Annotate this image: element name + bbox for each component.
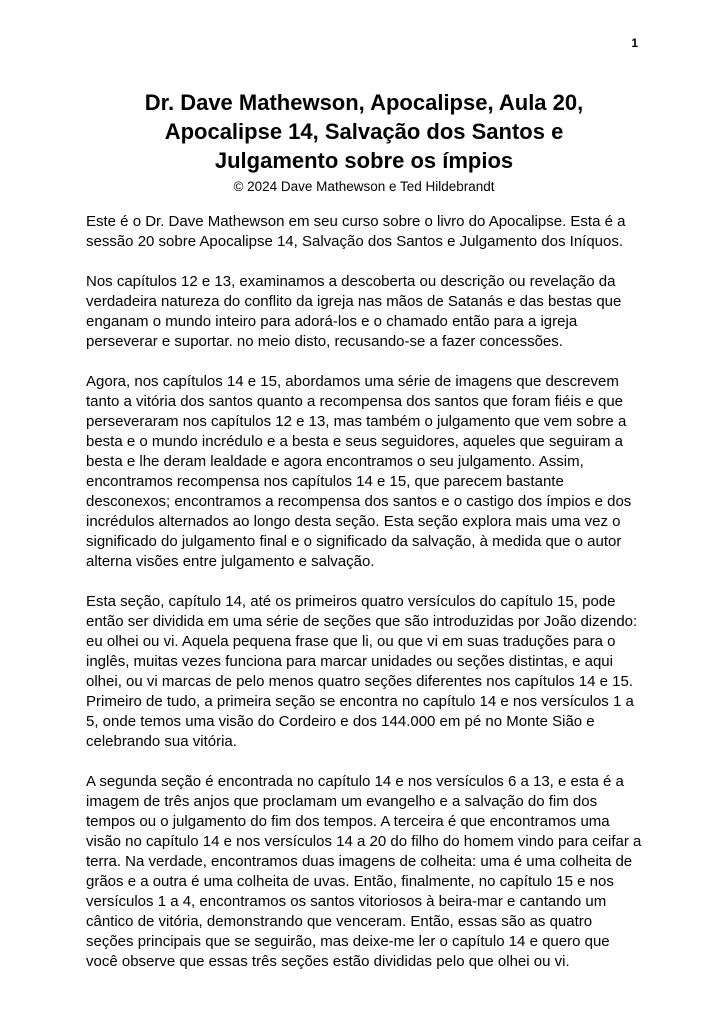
paragraph-chapters-12-13: Nos capítulos 12 e 13, examinamos a descoberta ou descrição ou revelação da verdadeira natureza do conflito da igreja nas mãos de Satanás e das bestas que enganam o mundo inteiro para adorá-los e o chamado então para a igreja perseverar e suportar. no meio disto, recusando-se a fazer concessões. [86, 273, 622, 350]
paragraph-four-sections: A segunda seção é encontrada no capítulo 14 e nos versículos 6 a 13, e esta é a imagem de três anjos que proclamam um evangelho e a salvação do fim dos tempos ou o julgamento do fim dos tempos. A terceira é que encontramos uma visão no capítulo 14 e nos versículos 14 a 20 do filho do homem vindo para ceifar a terra. Na verdade, encontramos duas imagens de colheita: uma é uma colheita de grãos e a outra é uma colheita de uvas. Então, finalmente, no capítulo 15 e nos versículos 1 a 4, encontramos os santos vitoriosos à beira-mar e cantando um cântico de vitória, demonstrando que venceram. Então, essas são as quatro seções principais que se seguirão, mas deixe-me ler o capítulo 14 e quero que você observe que essas três seções estão divididas pelo que olhei ou vi. [86, 773, 642, 970]
paragraph-chapters-14-15: Agora, nos capítulos 14 e 15, abordamos uma série de imagens que descrevem tanto a vitória dos santos quanto a recompensa dos santos que foram fiéis e que perseveraram nos capítulos 12 e 13, mas também o julgamento que vem sobre a besta e o mundo incrédulo e a besta e seus seguidores, aqueles que seguiram a besta e lhe deram lealdade e agora encontramos o seu julgamento. Assim, encontramos recompensa nos capítulos 14 e 15, que parecem bastante desconexos; encontramos a recompensa dos santos e o castigo dos ímpios e dos incrédulos alternados ao longo desta seção. Esta seção explora mais uma vez o significado do julgamento final e o significado da salvação, à medida que o autor alterna visões entre julgamento e salvação. [86, 373, 632, 570]
title-line-3: Julgamento sobre os ímpios [214, 148, 514, 173]
title-line-1: Dr. Dave Mathewson, Apocalipse, Aula 20, [144, 90, 584, 115]
document-body [86, 212, 642, 972]
paragraph-section-divisions: Esta seção, capítulo 14, até os primeiros quatro versículos do capítulo 15, pode então ser dividida em uma série de seções que são introduzidas por João dizendo: eu olhei ou vi. Aquela pequena frase que li, ou que vi em suas traduções para o inglês, muitas vezes funciona para marcar unidades ou seções distintas, e aqui olhei, ou vi marcas de pelo menos quatro seções diferentes nos capítulos 14 e 15. Primeiro de tudo, a primeira seção se encontra no capítulo 14 e nos versículos 1 a 5, onde temos uma visão do Cordeiro e dos 144.000 em pé no Monte Sião e celebrando sua vitória. [86, 593, 638, 750]
paragraph-intro: Este é o Dr. Dave Mathewson em seu curso sobre o livro do Apocalipse. Esta é a sessão 20 sobre Apocalipse 14, Salvação dos Santos e Julgamento dos Iníquos. [86, 213, 626, 250]
copyright-line: © 2024 Dave Mathewson e Ted Hildebrandt [233, 179, 495, 194]
page-number: 1 [631, 36, 638, 50]
title-block [86, 88, 642, 196]
title-line-2: Apocalipse 14, Salvação dos Santos e [164, 119, 564, 144]
